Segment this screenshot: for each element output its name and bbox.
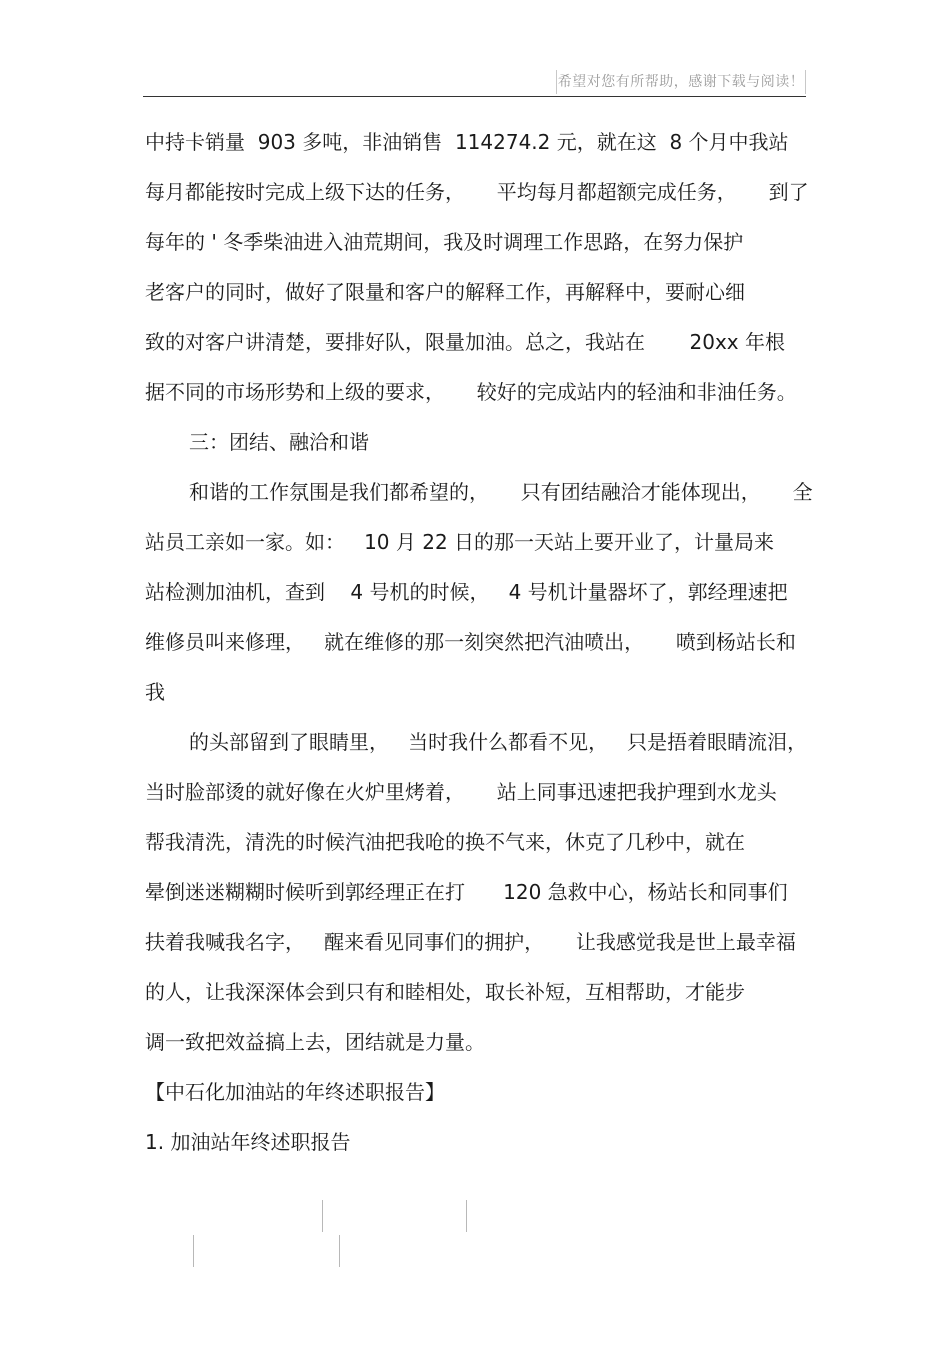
table-fragment-line (339, 1235, 340, 1267)
text-line: 扶着我喊我名字， 醒来看见同事们的拥护， 让我感觉我是世上最幸福 (145, 930, 796, 954)
text-line: 致的对客户讲清楚，要排好队，限量加油。总之，我站在 20xx 年根 (145, 330, 785, 354)
text-line: 和谐的工作氛围是我们都希望的， 只有团结融洽才能体现出， 全 (189, 480, 813, 504)
text-line: 的头部留到了眼睛里， 当时我什么都看不见， 只是捂着眼睛流泪， (189, 730, 808, 754)
text-line: 调一致把效益搞上去，团结就是力量。 (145, 1030, 485, 1054)
header-rule (143, 96, 806, 97)
text-line: 每年的 ' 冬季柴油进入油荒期间，我及时调理工作思路，在努力保护 (145, 230, 744, 254)
text-line: 每月都能按时完成上级下达的任务， 平均每月都超额完成任务， 到了 (145, 180, 809, 204)
text-line: 我 (145, 680, 165, 704)
table-fragment-line (322, 1200, 323, 1232)
text-line: 晕倒迷迷糊糊时候听到郭经理正在打 120 急救中心，杨站长和同事们 (145, 880, 788, 904)
table-fragment-line (466, 1200, 467, 1232)
text-line: 站检测加油机，查到 4 号机的时候， 4 号机计量器坏了，郭经理速把 (145, 580, 788, 604)
report-title: 【中石化加油站的年终述职报告】 (145, 1080, 445, 1104)
text-line: 老客户的同时，做好了限量和客户的解释工作，再解释中，要耐心细 (145, 280, 745, 304)
text-line: 据不同的市场形势和上级的要求， 较好的完成站内的轻油和非油任务。 (145, 380, 797, 404)
text-line: 帮我清洗，清洗的时候汽油把我呛的换不气来，休克了几秒中，就在 (145, 830, 745, 854)
header-note: 希望对您有所帮助，感谢下载与阅读！ (556, 70, 806, 94)
text-line: 维修员叫来修理， 就在维修的那一刻突然把汽油喷出， 喷到杨站长和 (145, 630, 796, 654)
text-line: 的人，让我深深体会到只有和睦相处，取长补短，互相帮助，才能步 (145, 980, 745, 1004)
numbered-heading: 1. 加油站年终述职报告 (145, 1130, 351, 1154)
text-line: 站员工亲如一家。如： 10 月 22 日的那一天站上要开业了，计量局来 (145, 530, 775, 554)
text-line: 中持卡销量 903 多吨，非油销售 114274.2 元，就在这 8 个月中我站 (145, 130, 789, 154)
table-fragment-line (193, 1235, 194, 1267)
text-line: 当时脸部烫的就好像在火炉里烤着， 站上同事迅速把我护理到水龙头 (145, 780, 777, 804)
section-heading: 三：团结、融洽和谐 (189, 430, 369, 454)
